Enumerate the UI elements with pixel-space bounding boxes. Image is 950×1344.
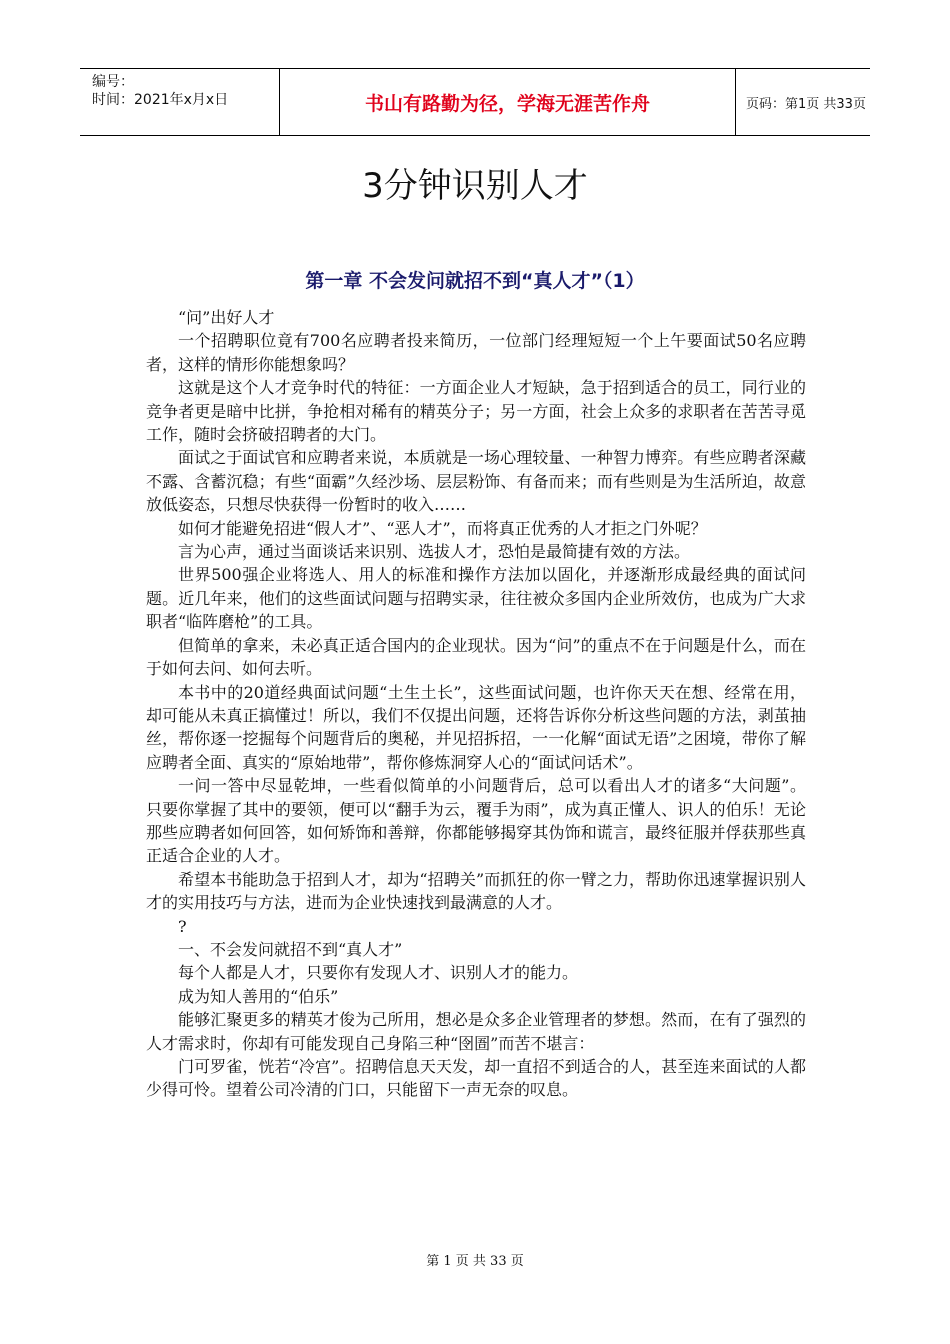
document-number-label: 编号： — [92, 74, 134, 90]
header-page-info: 页码：第1页 共33页 — [746, 96, 866, 112]
paragraph: 这就是这个人才竞争时代的特征：一方面企业人才短缺，急于招到适合的员工，同行业的竞争者更是暗中比拼，争抢相对稀有的精英分子；另一方面，社会上众多的求职者在苦苦寻觅工作，随时会挤破招聘者的大门。 — [146, 378, 806, 445]
document-title: 3分钟识别人才 — [362, 166, 588, 206]
paragraph: ? — [178, 916, 187, 936]
chapter-heading: 第一章 不会发问就招不到“真人才”（1） — [305, 270, 645, 292]
document-body — [146, 306, 806, 1102]
paragraph: 世界500强企业将选人、用人的标准和操作方法加以固化，并逐渐形成最经典的面试问题。近几年来，他们的这些面试问题与招聘实录，往往被众多国内企业所效仿，也成为广大求职者“临阵磨枪”的工具。 — [146, 565, 806, 632]
paragraph: 言为心声，通过当面谈话来识别、选拔人才，恐怕是最简捷有效的方法。 — [178, 542, 691, 562]
subsection-heading: 成为知人善用的“伯乐” — [178, 986, 339, 1006]
paragraph: 能够汇聚更多的精英才俊为己所用，想必是众多企业管理者的梦想。然而，在有了强烈的人才需求时，你却有可能发现自己身陷三种“囹圄”而苦不堪言： — [146, 1010, 806, 1053]
paragraph: 一个招聘职位竟有700名应聘者投来简历，一位部门经理短短一个上午要面试50名应聘者，这样的情形你能想象吗？ — [146, 331, 806, 374]
paragraph: 本书中的20道经典面试问题“土生土长”，这些面试问题，也许你天天在想、经常在用，却可能从未真正搞懂过！所以，我们不仅提出问题，还将告诉你分析这些问题的方法，剥茧抽丝，帮你逐一挖掘每个问题背后的奥秘，并见招拆招，一一化解“面试无语”之困境，带你了解应聘者全面、真实的“原始地带”，帮你修炼洞穿人心的“面试问话术”。 — [146, 682, 806, 772]
paragraph: 希望本书能助急于招到人才，却为“招聘关”而抓狂的你一臂之力，帮助你迅速掌握识别人才的实用技巧与方法，进而为企业快速找到最满意的人才。 — [146, 869, 806, 913]
page-header — [80, 68, 870, 136]
document-time: 时间：2021年x月x日 — [92, 92, 229, 108]
paragraph: 每个人都是人才，只要你有发现人才、识别人才的能力。 — [178, 963, 579, 983]
header-meta — [80, 69, 280, 135]
paragraph: 面试之于面试官和应聘者来说，本质就是一场心理较量、一种智力博弈。有些应聘者深藏不露、含蓄沉稳；有些“面霸”久经沙场、层层粉饰、有备而来；而有些则是为生活所迫，故意放低姿态，只想尽快获得一份暂时的收入…… — [146, 448, 806, 515]
section-heading: 一、不会发问就招不到“真人才” — [178, 939, 403, 959]
header-motto: 书山有路勤为径，学海无涯苦作舟 — [280, 69, 736, 135]
paragraph: 但简单的拿来，未必真正适合国内的企业现状。因为“问”的重点不在于问题是什么，而在于如何去问、如何去听。 — [146, 635, 806, 679]
page-footer: 第 1 页 共 33 页 — [426, 1254, 524, 1269]
paragraph: 如何才能避免招进“假人才”、“恶人才”，而将真正优秀的人才拒之门外呢？ — [178, 518, 707, 538]
paragraph: 一问一答中尽显乾坤，一些看似简单的小问题背后，总可以看出人才的诸多“大问题”。 只要你掌握了其中的要领，便可以“翻手为云，覆手为雨”，成为真正懂人、识人的伯乐！无论那些应聘者如何回答，如何矫饰和善辩，你都能够揭穿其伪饰和谎言，最终征服并俘获那些真正适合企业的人才。 — [146, 776, 806, 866]
paragraph: 门可罗雀，恍若“冷宫”。招聘信息天天发，却一直招不到适合的人，甚至连来面试的人都少得可怜。望着公司冷清的门口，只能留下一声无奈的叹息。 — [146, 1057, 806, 1100]
paragraph: “问”出好人才 — [178, 308, 275, 327]
